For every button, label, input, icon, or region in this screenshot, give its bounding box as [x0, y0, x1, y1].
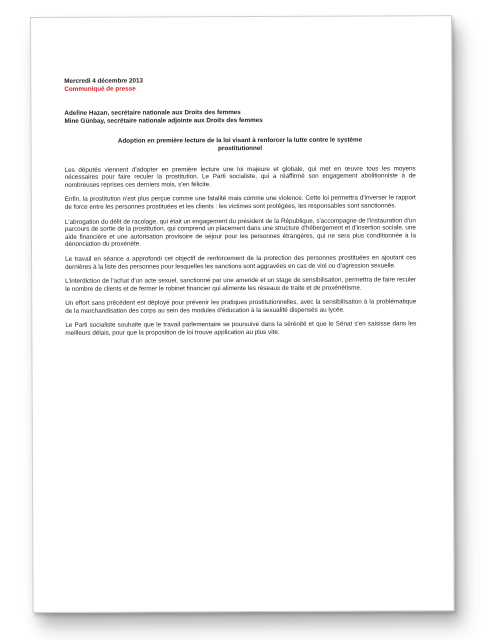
- body-paragraph: Le Parti socialiste souhaite que le travail parlementaire se poursuive dans la sérénité et que le Sénat s'en saisisse dans les meilleurs délais, pour que la proposition de loi trouve application au plus vite.: [65, 320, 417, 337]
- signatory-line: Mine Günbay, secrétaire nationale adjointe aux Droits des femmes: [64, 116, 263, 125]
- signatories-block: [64, 109, 415, 126]
- document-page: [30, 15, 455, 613]
- document-date: Mercredi 4 décembre 2013: [64, 77, 144, 85]
- body-paragraph: L'abrogation du délit de racolage, qui était un engagement du président de la République, s'accompagne de l'instauration d'un parcours de sortie de la prostitution, qui comprend un placement dans une structure d'hébergement et d'insertion sociale, une aide financière et une autorisation provisoire de séjour pour les personnes étrangères, qui ne sera plus conditionnée à la dénonciation du proxénète.: [64, 216, 416, 249]
- body-paragraph: Les députés viennent d'adopter en première lecture une loi majeure et globale, qui met en œuvre tous les moyens nécessaires pour faire reculer la prostitution. Le Parti socialiste, qui a réaffirmé son engagement abolitionniste à de nombreuses reprises ces derniers mois, s'en félicite.: [64, 164, 416, 189]
- body-paragraph: Un effort sans précédent est déployé pour prévenir les pratiques prostitutionnelles, avec la sensibilisation à la problématique de la marchandisation des corps au sein des modules d'éducation à la sexualité dispensés au lycée.: [65, 298, 417, 315]
- body-paragraph: Le travail en séance a approfondi cet objectif de renforcement de la protection des personnes prostituées en ajoutant ces dernières à la liste des personnes pour lesquelles les sanctions sont aggravées en cas de viol ou d'agression sexuelle.: [65, 254, 417, 271]
- body-paragraph: Enfin, la prostitution n'est plus perçue comme une fatalité mais comme une violence. Cette loi permettra d'inverser le rapport de force entre les personnes prostituées et les clients : les victimes sont protégées, les responsables sont sanctionnés.: [64, 194, 416, 211]
- signatory-line: Adeline Hazan, secrétaire nationale aux Droits des femmes: [64, 109, 241, 118]
- document-content: [64, 76, 416, 344]
- press-release-label: Communiqué de presse: [64, 85, 136, 93]
- document-title: Adoption en première lecture de la loi visant à renforcer la lutte contre le système prostitutionnel: [117, 136, 363, 153]
- body-paragraph: L'interdiction de l'achat d'un acte sexuel, sanctionné par une amende et un stage de sensibilisation, permettra de faire reculer le nombre de clients et de fermer le robinet financier qui alimente les réseaux de traite et de proxénétisme.: [65, 276, 417, 293]
